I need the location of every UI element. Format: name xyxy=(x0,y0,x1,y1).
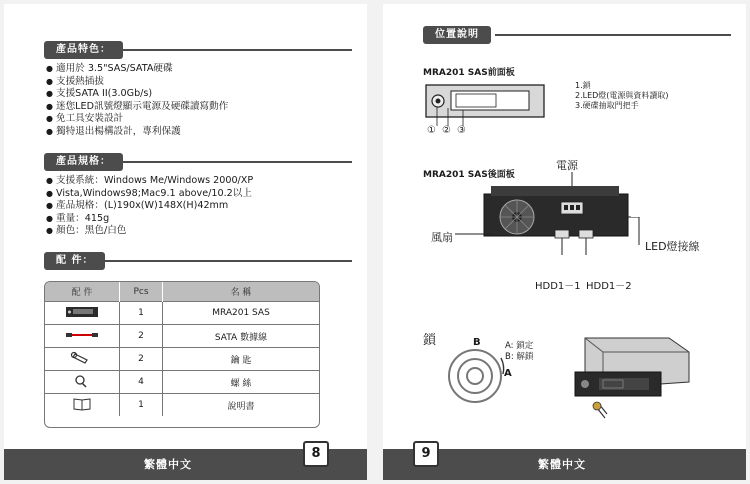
position-title: 位置說明 xyxy=(423,26,491,44)
feature-item: ● 支援熱插拔 xyxy=(46,76,228,89)
front-marker-1: ① xyxy=(427,125,436,136)
accessories-header xyxy=(44,252,352,270)
rear-panel-label: MRA201 SAS後面板 xyxy=(423,170,515,180)
spec-item: ● 重量：415g xyxy=(46,213,253,226)
lock-a-marker: A xyxy=(504,368,512,379)
rear-hdd2-label: HDD1－2 xyxy=(586,281,632,292)
enclosure-photo xyxy=(573,332,693,420)
row-pcs: 1 xyxy=(120,394,163,417)
spec-item: ● 顏色：黑色/白色 xyxy=(46,225,253,238)
specs-header xyxy=(44,153,352,171)
sata-cable-icon xyxy=(45,325,120,348)
row-pcs: 4 xyxy=(120,371,163,394)
accessories-header-rule xyxy=(94,260,352,262)
manual-book-icon xyxy=(45,394,120,417)
front-marker-2: ② xyxy=(442,125,451,136)
specs-list xyxy=(46,175,253,238)
table-row xyxy=(45,302,319,325)
right-footer-language: 繁體中文 xyxy=(538,458,586,471)
right-page-number: 9 xyxy=(413,441,439,467)
table-row xyxy=(45,348,319,371)
lock-legend-a: A: 鎖定 xyxy=(505,341,534,351)
row-name: SATA 數據線 xyxy=(163,325,320,348)
feature-item: ● 免工具安裝設計 xyxy=(46,113,228,126)
lock-label: 鎖 xyxy=(423,333,437,348)
row-name: MRA201 SAS xyxy=(163,302,320,325)
features-header-rule xyxy=(104,49,352,51)
accessories-table-frame xyxy=(44,281,320,428)
feature-item: ● 迷您LED訊號燈顯示電源及硬碟讀寫動作 xyxy=(46,101,228,114)
left-footer xyxy=(4,446,367,480)
spec-item: ● 產品規格：(L)190x(W)148X(H)42mm xyxy=(46,200,253,213)
table-row xyxy=(45,371,319,394)
feature-item: ● 適用於 3.5"SAS/SATA硬碟 xyxy=(46,63,228,76)
key-icon xyxy=(45,348,120,371)
lock-diagram xyxy=(443,342,513,404)
row-name: 說明書 xyxy=(163,394,320,417)
front-legend-3: 3.硬碟抽取門把手 xyxy=(575,101,639,110)
col-header-name: 名 稱 xyxy=(163,282,320,302)
accessories-title: 配 件： xyxy=(44,252,105,270)
lock-b-marker: B xyxy=(473,337,481,348)
table-row xyxy=(45,325,319,348)
row-name: 螺 絲 xyxy=(163,371,320,394)
features-title: 產品特色： xyxy=(44,41,123,59)
row-pcs: 1 xyxy=(120,302,163,325)
table-row xyxy=(45,394,319,417)
right-footer xyxy=(383,446,746,480)
col-header-pcs: Pcs xyxy=(120,282,163,302)
left-footer-language: 繁體中文 xyxy=(144,458,192,471)
table-header-row xyxy=(45,282,319,302)
feature-item: ● 獨特退出楊構設計，專利保護 xyxy=(46,126,228,139)
front-legend-2: 2.LED燈(電源與資料讀取) xyxy=(575,91,669,100)
position-header-rule xyxy=(495,34,731,36)
right-page xyxy=(383,4,746,480)
row-pcs: 2 xyxy=(120,325,163,348)
rear-fan-label: 風扇 xyxy=(431,231,453,244)
features-header xyxy=(44,41,352,59)
rear-led-cable-label: LED燈接線 xyxy=(645,240,700,253)
rear-power-label: 電源 xyxy=(556,159,578,172)
specs-title: 產品規格： xyxy=(44,153,123,171)
rear-panel-drawing xyxy=(481,172,631,256)
left-page xyxy=(4,4,367,480)
screw-icon xyxy=(45,371,120,394)
lock-legend-b: B: 解鎖 xyxy=(505,352,534,362)
spec-item: ● Vista,Windows98;Mac9.1 above/10.2以上 xyxy=(46,188,253,201)
front-panel-label: MRA201 SAS前面板 xyxy=(423,68,515,78)
front-legend-1: 1.鎖 xyxy=(575,81,591,90)
col-header-item: 配 件 xyxy=(45,282,120,302)
position-header xyxy=(423,26,731,44)
accessories-table xyxy=(45,282,319,416)
features-list xyxy=(46,63,228,139)
spec-item: ● 支援系統：Windows Me/Windows 2000/XP xyxy=(46,175,253,188)
row-name: 鑰 匙 xyxy=(163,348,320,371)
row-pcs: 2 xyxy=(120,348,163,371)
feature-item: ● 支援SATA II(3.0Gb/s) xyxy=(46,88,228,101)
specs-header-rule xyxy=(104,161,352,163)
front-marker-3: ③ xyxy=(457,125,466,136)
fan-leader-line xyxy=(455,230,491,238)
left-page-number: 8 xyxy=(303,441,329,467)
led-leader-line xyxy=(631,217,645,247)
rear-hdd1-label: HDD1－1 xyxy=(535,281,581,292)
drive-enclosure-icon xyxy=(45,302,120,325)
